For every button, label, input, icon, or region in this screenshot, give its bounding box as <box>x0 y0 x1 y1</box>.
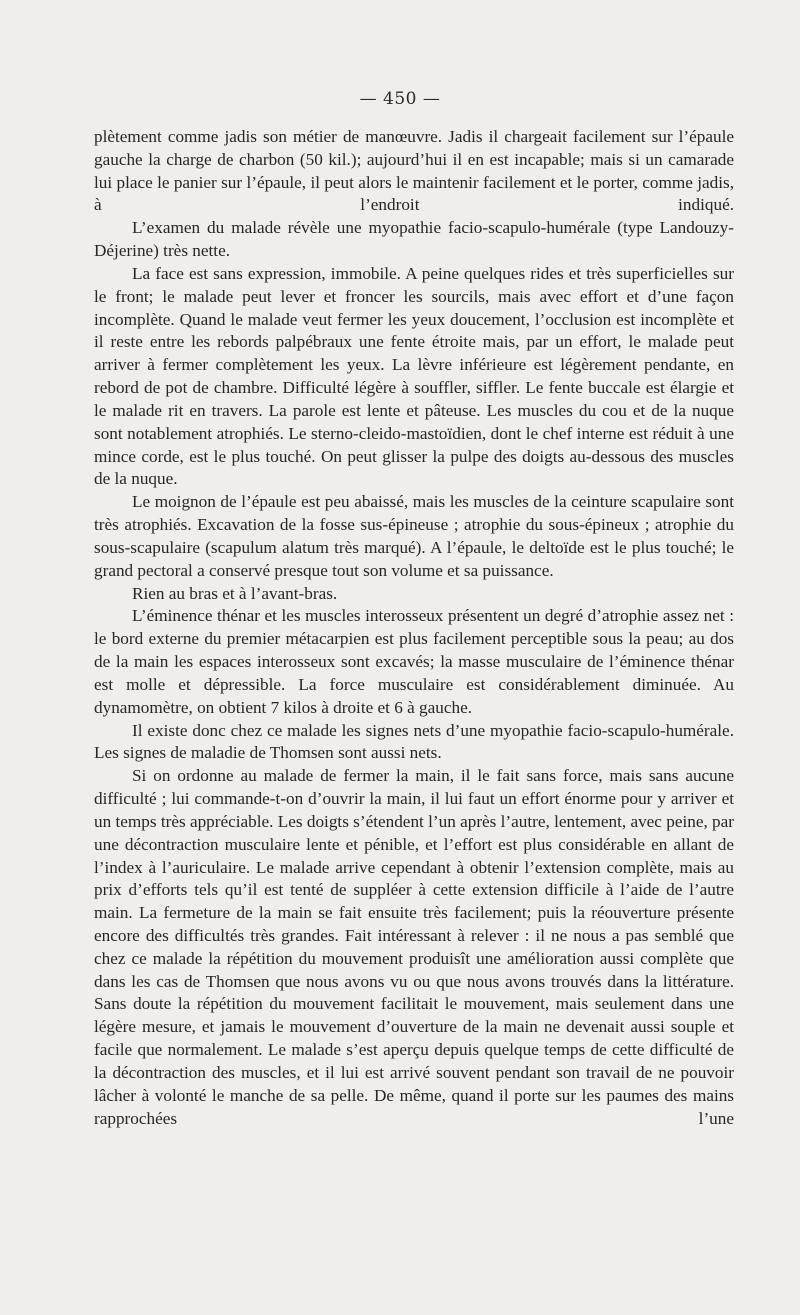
body-text <box>94 126 734 1130</box>
paragraph-3: La face est sans expression, immobile. A peine quelques rides et très superficielles sur le front; le malade peut lever et froncer les sourcils, mais avec effort et d’une façon incomplète. Quand le malade veut fermer les yeux doucement, l’occlusion est incomplète et il reste entre les rebords palpébraux une fente étroite mais, par un effort, le malade peut arriver à fermer complètement les yeux. La lèvre inférieure est légèrement pendante, en rebord de pot de chambre. Difficulté légère à souffler, siffler. Le fente buccale est élargie et le malade rit en travers. La parole est lente et pâteuse. Les muscles du cou et de la nuque sont notablement atrophiés. Le sterno-cleido-mastoïdien, dont le chef interne est réduit à une mince corde, est le plus touché. On peut glisser la pulpe des doigts au-dessous des muscles de la nuque. <box>94 263 734 489</box>
paragraph-2: L’examen du malade révèle une myopathie facio-scapulo-humérale (type Landouzy-Déjerine) très nette. <box>94 218 734 261</box>
paragraph-1: plètement comme jadis son métier de manœuvre. Jadis il chargeait facilement sur l’épaule gauche la charge de charbon (50 kil.); aujourd’hui il en est incapable; mais si un camarade lui place le panier sur l’épaule, il peut alors le maintenir facilement et le porter, comme jadis, à l’endroit indiqué. <box>94 127 734 215</box>
paragraph-7: Il existe donc chez ce malade les signes nets d’une myopathie facio-scapulo-humérale. Les signes de maladie de Thomsen sont aussi nets. <box>94 720 734 763</box>
paragraph-4: Le moignon de l’épaule est peu abaissé, mais les muscles de la ceinture scapulaire sont très atrophiés. Excavation de la fosse sus-épineuse ; atrophie du sous-épineux ; atrophie du sous-scapulaire (scapulum alatum très marqué). A l’épaule, le deltoïde est le plus touché; le grand pectoral a conservé presque tout son volume et sa puissance. <box>94 492 734 580</box>
paragraph-6: L’éminence thénar et les muscles interosseux présentent un degré d’atrophie assez net : le bord externe du premier métacarpien est plus facilement perceptible sous la peau; au dos de la main les espaces interosseux sont excavés; la masse musculaire de l’éminence thénar est molle et dépressible. La force musculaire est considérablement diminuée. Au dynamomètre, on obtient 7 kilos à droite et 6 à gauche. <box>94 606 734 717</box>
page-number: — 450 — <box>359 89 441 109</box>
paragraph-8: Si on ordonne au malade de fermer la main, il le fait sans force, mais sans aucune difficulté ; lui commande-t-on d’ouvrir la main, il lui faut un effort énorme pour y arriver et un temps très appréciable. Les doigts s’étendent l’un après l’autre, lentement, avec peine, par une décontraction musculaire lente et pénible, et l’effort est plus considérable en allant de l’index à l’auriculaire. Le malade arrive cependant à obtenir l’extension complète, mais au prix d’efforts tels qu’il est tenté de suppléer à cette extension difficile à l’aide de l’autre main. La fermeture de la main se fait ensuite très facilement; puis la réouverture présente encore des difficultés très grandes. Fait intéressant à relever : il ne nous a pas semblé que chez ce malade la répétition du mouvement produisît une amélioration aussi complète que dans les cas de Thomsen que nous avons vu ou que nous avons trouvés dans la littérature. Sans doute la répétition du mouvement facilitait le mouvement, mais seulement dans une légère mesure, et jamais le mouvement d’ouverture de la main ne devenait aussi souple et facile que normalement. Le malade s’est aperçu depuis quelque temps de cette difficulté de la décontraction des muscles, et il lui est arrivé souvent pendant son travail de ne pouvoir lâcher à volonté le manche de sa pelle. De même, quand il porte sur les paumes des mains rapprochées l’une <box>94 766 734 1128</box>
paragraph-5: Rien au bras et à l’avant-bras. <box>132 583 338 603</box>
